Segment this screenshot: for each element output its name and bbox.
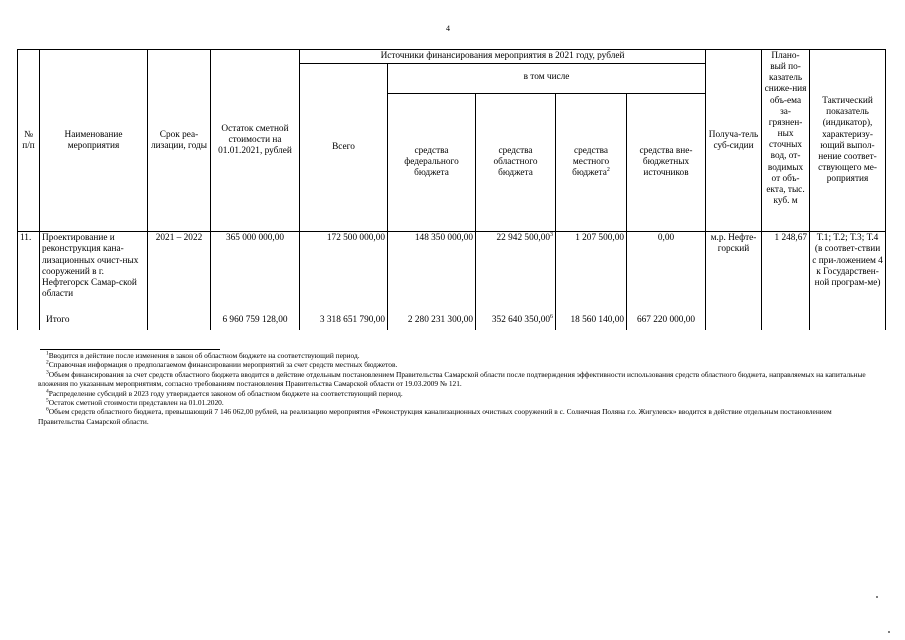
- total-empty-planned: [762, 301, 810, 330]
- row-extrabudgetary: 0,00: [627, 232, 706, 301]
- footnote: [38, 407, 878, 426]
- header-term: Срок реа-лизации, годы: [148, 50, 211, 232]
- total-regional-footnote-mark: 6: [550, 314, 553, 321]
- header-name: Наименование мероприятия: [40, 50, 148, 232]
- header-remaining-cost: Остаток сметной стоимости на 01.01.2021, рублей: [211, 50, 300, 232]
- page-number: 4: [446, 24, 450, 33]
- row-recipient: м.р. Нефте-горский: [706, 232, 762, 301]
- footnote: [38, 351, 878, 360]
- table-row: [18, 232, 886, 301]
- total-regional-value: 352 640 350,00: [491, 315, 550, 326]
- funding-table: [17, 49, 886, 330]
- total-extrabudgetary: 667 220 000,00: [627, 301, 706, 330]
- row-regional-footnote-mark: 3: [550, 232, 553, 239]
- row-planned-indicator: 1 248,67: [762, 232, 810, 301]
- header-total: Всего: [300, 64, 388, 232]
- footnote-mark: 4: [46, 388, 49, 395]
- row-local: 1 207 500,00: [556, 232, 627, 301]
- scan-speck: [888, 631, 890, 633]
- footnote: [38, 389, 878, 398]
- footnote-text: Объем финансирования за счет средств областного бюджета вводится в действие отдельным постановлением Правительства Самарской области после подтверждения эффективности использования средств областного бюджета, направляемых на капитальные вложения по указанным мероприятиям, согласно требованиям постановления Правительства Самарской области от 19.03.2009 № 121.: [38, 369, 866, 389]
- footnote-text: Остаток сметной стоимости представлен на 01.01.2020.: [48, 398, 224, 408]
- total-sum: 3 318 651 790,00: [300, 301, 388, 330]
- total-empty-recipient: [706, 301, 762, 330]
- footnote-text: Вводится в действие после изменения в закон об областном бюджете на соответствующий период.: [48, 351, 360, 360]
- total-label: Итого: [40, 301, 148, 330]
- total-regional: [476, 301, 556, 330]
- row-remaining-cost: 365 000 000,00: [211, 232, 300, 301]
- total-empty-tactical: [810, 301, 886, 330]
- row-number: 11.: [18, 232, 40, 301]
- footnote: [38, 360, 878, 369]
- header-tactical-indicator: Тактический показатель (индикатор), характеризу-ющий выпол-нение соответ-ствующего ме-роприятия: [810, 50, 886, 232]
- row-regional: [476, 232, 556, 301]
- header-local-footnote-mark: 2: [606, 167, 610, 174]
- header-local: [556, 94, 627, 232]
- footnote-text: Справочная информация о предполагаемом финансировании мероприятий за счет средств местных бюджетов.: [48, 360, 398, 370]
- total-empty-number: [18, 301, 40, 330]
- header-including: в том числе: [388, 64, 706, 94]
- header-number: № п/п: [18, 50, 40, 232]
- footnotes: [38, 351, 878, 426]
- footnote-text: Объем средств областного бюджета, превышающий 7 146 062,00 рублей, на реализацию мероприятия «Реконструкция канализационных очистных сооружений в с. Солнечная Поляна г.о. Жигулевск» вводится в действие отдельным постановлением Правительства Самарской области.: [38, 407, 832, 426]
- footnote-mark: 5: [46, 397, 49, 404]
- total-remaining-cost: 6 960 759 128,00: [211, 301, 300, 330]
- footnote-mark: 6: [46, 406, 49, 413]
- header-funding-sources: Источники финансирования мероприятия в 2021 году, рублей: [300, 50, 706, 64]
- header-local-text: средства местного бюджета: [572, 146, 610, 179]
- total-federal: 2 280 231 300,00: [388, 301, 476, 330]
- header-federal: средства федерального бюджета: [388, 94, 476, 232]
- header-planned-indicator: Плано-вый по-казатель сниже-ния объ-ема за-грязнен-ных сточных вод, от-водимых от объ-екта, тыс. куб. м: [762, 50, 810, 232]
- row-name: Проектирование и реконструкция кана-лизационных очист-ных сооружений в г. Нефтегорск Самар-ской области: [40, 232, 148, 301]
- header-regional: средства областного бюджета: [476, 94, 556, 232]
- footnote-separator: [40, 349, 220, 350]
- footnote-text: Распределение субсидий в 2023 году утверждается законом об областном бюджете на соответствующий период.: [48, 388, 403, 398]
- row-term: 2021 – 2022: [148, 232, 211, 301]
- header-recipient: Получа-тель суб-сидии: [706, 50, 762, 232]
- footnote-mark: 2: [46, 359, 49, 366]
- total-empty-term: [148, 301, 211, 330]
- footnote-mark: 1: [46, 350, 49, 357]
- row-tactical-indicator: Т.1; Т.2; Т.3; Т.4 (в соответ-ствии с при-ложением 4 к Государствен-ной програм-ме): [810, 232, 886, 301]
- footnote-mark: 3: [46, 369, 49, 376]
- header-extrabudgetary: средства вне-бюджетных источников: [627, 94, 706, 232]
- scan-speck: [876, 596, 878, 598]
- footnote: [38, 370, 878, 389]
- total-row: [18, 301, 886, 330]
- row-regional-value: 22 942 500,00: [496, 233, 550, 244]
- total-local: 18 560 140,00: [556, 301, 627, 330]
- row-total: 172 500 000,00: [300, 232, 388, 301]
- row-federal: 148 350 000,00: [388, 232, 476, 301]
